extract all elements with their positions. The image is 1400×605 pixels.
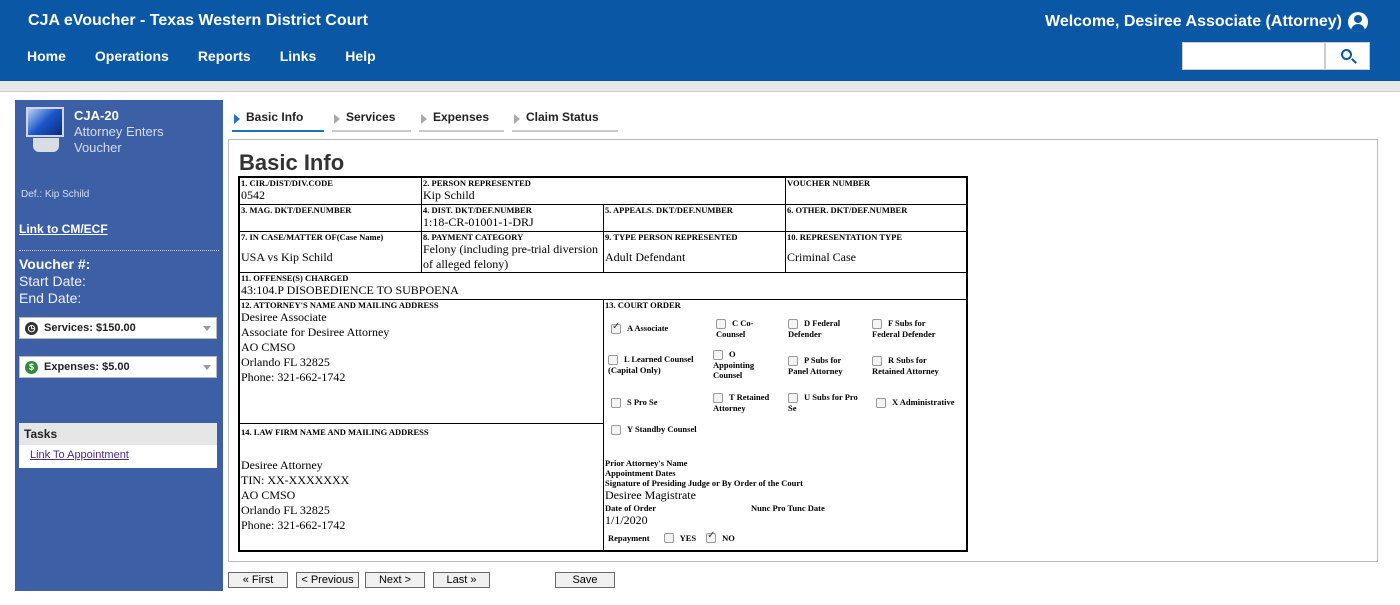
date-of-order-label: Date of Order — [605, 503, 656, 513]
checkbox-repayment-no[interactable] — [706, 533, 716, 543]
voucher-tabs — [232, 110, 626, 132]
court-order-l[interactable]: L Learned Counsel (Capital Only) — [608, 354, 694, 376]
court-order-c[interactable]: C Co-Counsel — [716, 318, 754, 340]
field-2-value: Kip Schild — [423, 188, 475, 202]
voucher-number-label: VOUCHER NUMBER — [787, 178, 871, 188]
search-icon — [1341, 49, 1352, 60]
field-11-label: 11. OFFENSE(S) CHARGED — [241, 273, 349, 283]
field-7-value: USA vs Kip Schild — [241, 250, 333, 264]
signature-value: Desiree Magistrate — [605, 488, 696, 502]
header-divider — [0, 81, 1400, 92]
chevron-down-icon — [203, 326, 211, 331]
repayment-yes-label: YES — [679, 533, 697, 543]
expenses-summary[interactable] — [19, 356, 217, 378]
app-header — [0, 0, 1400, 81]
voucher-number-label: Voucher #: — [19, 256, 91, 272]
checkbox-o-appointing-counsel[interactable] — [713, 350, 723, 360]
end-date-label: End Date: — [19, 290, 82, 306]
tasks-title: Tasks — [19, 423, 217, 445]
court-order-p[interactable]: P Subs for Panel Attorney — [788, 355, 843, 377]
field-11-cell — [240, 273, 968, 300]
field-4-cell — [422, 205, 604, 232]
court-order-o[interactable]: O Appointing Counsel — [713, 349, 755, 381]
court-order-s[interactable]: S Pro Se — [611, 397, 658, 408]
firm-line-4: Orlando FL 32825 — [241, 503, 330, 517]
attorney-line-4: Orlando FL 32825 — [241, 355, 330, 369]
court-order-a[interactable]: ✓A Associate — [611, 323, 668, 334]
checkbox-p-subs-panel-attorney[interactable] — [788, 356, 798, 366]
field-1-label: 1. CIR./DIST/DIV.CODE — [241, 178, 333, 188]
checkbox-c-cocounsel[interactable] — [716, 319, 726, 329]
checkbox-d-federal-defender[interactable] — [788, 319, 798, 329]
field-14-label: 14. LAW FIRM NAME AND MAILING ADDRESS — [241, 427, 429, 437]
last-button[interactable]: Last » — [433, 572, 490, 588]
tab-basic-info[interactable]: Basic Info — [232, 110, 324, 132]
checkbox-r-subs-retained-attorney[interactable] — [872, 356, 882, 366]
checkbox-x-administrative[interactable] — [876, 398, 886, 408]
field-2-cell — [422, 178, 786, 205]
field-6-label: 6. OTHER. DKT/DEF.NUMBER — [787, 205, 908, 215]
field-3-label: 3. MAG. DKT/DEF.NUMBER — [241, 205, 352, 215]
field-13-label: 13. COURT ORDER — [605, 300, 681, 310]
tab-claim-status[interactable]: Claim Status — [512, 110, 618, 132]
welcome-text: Welcome, Desiree Associate (Attorney) — [1045, 13, 1342, 30]
services-summary[interactable] — [19, 317, 217, 339]
field-14-cell — [240, 424, 604, 552]
firm-tin: TIN: XX-XXXXXXX — [241, 473, 350, 487]
checkbox-l-learned-counsel[interactable] — [608, 355, 618, 365]
search-button[interactable] — [1325, 42, 1370, 70]
court-order-d[interactable]: D Federal Defender — [788, 318, 841, 340]
field-4-value: 1:18-CR-01001-1-DRJ — [423, 215, 534, 229]
link-to-appointment[interactable]: Link To Appointment — [30, 449, 129, 461]
attorney-name: Desiree Associate — [241, 310, 327, 324]
field-13-cell — [604, 300, 968, 552]
field-11-value: 43:104.P DISOBEDIENCE TO SUBPOENA — [241, 283, 459, 297]
form-stage: Attorney Enters Voucher — [74, 124, 164, 155]
start-date-label: Start Date: — [19, 273, 86, 289]
attorney-phone: Phone: 321-662-1742 — [241, 370, 346, 384]
signature-label: Signature of Presiding Judge or By Order of the Court — [605, 478, 803, 488]
sidebar — [15, 100, 223, 591]
clock-icon: ◷ — [25, 322, 38, 335]
checkbox-y-standby-counsel[interactable] — [611, 425, 621, 435]
attorney-line-3: AO CMSO — [241, 340, 296, 354]
computer-monitor-icon — [23, 107, 69, 153]
checkbox-f-subs-federal-defender[interactable] — [872, 319, 882, 329]
tab-services[interactable]: Services — [332, 110, 411, 132]
save-button[interactable]: Save — [555, 572, 615, 588]
field-2-label: 2. PERSON REPRESENTED — [423, 178, 531, 188]
nav-home[interactable]: Home — [27, 48, 66, 64]
field-3-cell — [240, 205, 422, 232]
nav-reports[interactable]: Reports — [197, 48, 251, 64]
checkbox-s-pro-se[interactable] — [611, 398, 621, 408]
court-order-f[interactable]: F Subs for Federal Defender — [872, 318, 936, 340]
search-input[interactable] — [1182, 42, 1325, 70]
attorney-line-2: Associate for Desiree Attorney — [241, 325, 390, 339]
field-8-label: 8. PAYMENT CATEGORY — [423, 232, 524, 242]
repayment-label: Repayment — [608, 533, 650, 543]
field-9-value: Adult Defendant — [605, 250, 686, 264]
court-order-t[interactable]: T Retained Attorney — [713, 392, 770, 414]
page-title: Basic Info — [239, 150, 345, 175]
user-account-icon[interactable] — [1348, 12, 1368, 32]
main-nav — [27, 48, 405, 64]
voucher-number-cell — [786, 178, 968, 205]
defendant-name: Def.: Kip Schild — [21, 189, 90, 200]
field-10-value: Criminal Case — [787, 250, 856, 264]
field-1-value: 0542 — [241, 188, 265, 202]
field-7-label: 7. IN CASE/MATTER OF(Case Name) — [241, 232, 384, 242]
firm-name: Desiree Attorney — [241, 458, 323, 472]
field-8-value: Felony (including pre-trial diversion of alleged felony) — [423, 242, 598, 271]
field-9-label: 9. TYPE PERSON REPRESENTED — [605, 232, 738, 242]
app-title: CJA eVoucher - Texas Western District Court — [28, 12, 368, 29]
field-12-cell — [240, 300, 604, 424]
repayment-no-label: NO — [722, 533, 735, 543]
tab-expenses[interactable]: Expenses — [419, 110, 504, 132]
firm-line-3: AO CMSO — [241, 488, 296, 502]
field-1-cell — [240, 178, 422, 205]
appointment-dates-label: Appointment Dates — [605, 468, 676, 478]
divider — [19, 250, 219, 251]
court-order-y[interactable]: Y Standby Counsel — [611, 424, 697, 435]
firm-phone: Phone: 321-662-1742 — [241, 518, 346, 532]
tasks-panel — [19, 423, 217, 468]
field-7-cell — [240, 232, 422, 273]
court-order-x[interactable]: X Administrative — [876, 397, 955, 408]
chevron-down-icon — [203, 365, 211, 370]
field-10-cell — [786, 232, 968, 273]
field-4-label: 4. DIST. DKT/DEF.NUMBER — [423, 205, 532, 215]
first-button[interactable]: « First — [228, 572, 288, 588]
services-total: Services: $150.00 — [44, 322, 136, 334]
checkbox-a-associate[interactable] — [611, 324, 621, 334]
field-5-cell — [604, 205, 786, 232]
field-6-cell — [786, 205, 968, 232]
field-9-cell — [604, 232, 786, 273]
field-12-label: 12. ATTORNEY'S NAME AND MAILING ADDRESS — [241, 300, 439, 310]
previous-button[interactable]: < Previous — [296, 572, 359, 588]
repayment-row — [608, 533, 735, 543]
cja20-form — [238, 176, 968, 552]
prior-attorney-label: Prior Attorney's Name — [605, 458, 688, 468]
court-order-u[interactable]: U Subs for Pro Se — [788, 392, 858, 414]
nav-help[interactable]: Help — [345, 48, 376, 64]
expenses-total: Expenses: $5.00 — [44, 361, 130, 373]
field-5-label: 5. APPEALS. DKT/DEF.NUMBER — [605, 205, 733, 215]
checkbox-u-subs-pro-se[interactable] — [788, 393, 798, 403]
nav-operations[interactable]: Operations — [94, 48, 169, 64]
form-type: CJA-20 — [74, 108, 119, 123]
voucher-info — [19, 256, 90, 307]
nunc-pro-tunc-label: Nunc Pro Tunc Date — [751, 503, 825, 513]
user-welcome[interactable] — [1045, 12, 1368, 32]
link-to-cmecf[interactable]: Link to CM/ECF — [19, 222, 108, 236]
dollar-icon: $ — [25, 361, 38, 374]
court-order-r[interactable]: R Subs for Retained Attorney — [872, 355, 939, 377]
checkbox-repayment-yes[interactable] — [664, 533, 674, 543]
nav-links[interactable]: Links — [279, 48, 317, 64]
field-10-label: 10. REPRESENTATION TYPE — [787, 232, 903, 242]
checkbox-t-retained-attorney[interactable] — [713, 393, 723, 403]
next-button[interactable]: Next > — [365, 572, 425, 588]
field-8-cell — [422, 232, 604, 273]
date-of-order-value: 1/1/2020 — [605, 513, 648, 527]
